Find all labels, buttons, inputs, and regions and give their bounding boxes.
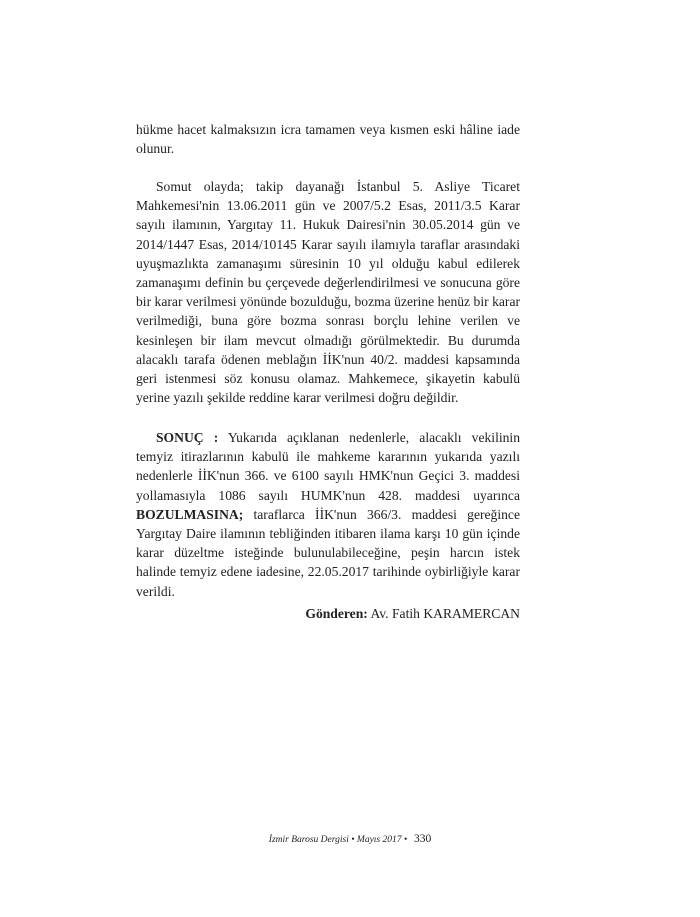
page-footer bbox=[0, 833, 700, 845]
sender-name: Av. Fatih KARAMERCAN bbox=[367, 606, 520, 621]
conclusion-verdict: BOZULMASINA; bbox=[136, 506, 244, 522]
conclusion-text-part1: Yukarıda açıklanan nedenlerle, alacaklı vekilinin temyiz itirazlarının kabulü ile mahkeme kararının yukarıda yazılı nedenlerle İİK'nun 366. ve 6100 sayılı HMK'nun Geçici 3. maddesi yollamasıyla 1086 sayılı HUMK'nun 428. maddesi uyarınca bbox=[136, 430, 520, 503]
sender-label: Gönderen: bbox=[305, 606, 368, 621]
journal-name: İzmir Barosu Dergisi • Mayıs 2017 • bbox=[268, 835, 408, 845]
sender-line bbox=[136, 604, 520, 623]
paragraph-conclusion bbox=[136, 428, 520, 601]
paragraph-case-facts bbox=[136, 177, 520, 407]
paragraph-text bbox=[136, 428, 520, 601]
conclusion-label: SONUÇ : bbox=[156, 430, 219, 445]
paragraph-text: Somut olayda; takip dayanağı İstanbul 5. Asliye Ticaret Mahkemesi'nin 13.06.2011 gün ve 2007/5.2 Esas, 2011/3.5 Karar sayılı ilamının, Yargıtay 11. Hukuk Dairesi'nin 30.05.2014 gün ve 2014/1447 Esas, 2014/10145 Karar sayılı ilamıyla taraflar arasındaki uyuşmazlıkta zamanaşımı süresinin 10 yıl olduğu kabul edilerek zamanaşımı definin bu çerçevede değerlendirilmesi ve sonucuna göre bir karar verilmesi yönünde bozulduğu, bozma üzerine henüz bir karar verilmediği, buna göre bozma sonrası borçlu lehine verilen ve kesinleşen bir ilam mevcut olmadığı görülmektedir. Bu durumda alacaklı tarafa ödenen meblağın İİK'nun 40/2. maddesi kapsamında geri istenmesi söz konusu olamaz. Mahkemece, şikayetin kabulü yerine yazılı şekilde reddine karar verilmesi doğru değildir. bbox=[136, 179, 520, 406]
paragraph-text: hükme hacet kalmaksızın icra tamamen veya kısmen eski hâline iade olunur. bbox=[136, 122, 520, 157]
page-number: 330 bbox=[413, 833, 432, 845]
conclusion-text-part2: taraflarca İİK'nun 366/3. maddesi gereğince Yargıtay Daire ilamının tebliğinden itibaren ilama karşı 10 gün içinde karar düzeltme isteğinde bulunulabileceğine, peşin harcın istek halinde temyiz edene iadesine, 22.05.2017 tarihinde oybirliğiyle karar verildi. bbox=[136, 506, 520, 599]
paragraph-continuation bbox=[136, 120, 520, 158]
